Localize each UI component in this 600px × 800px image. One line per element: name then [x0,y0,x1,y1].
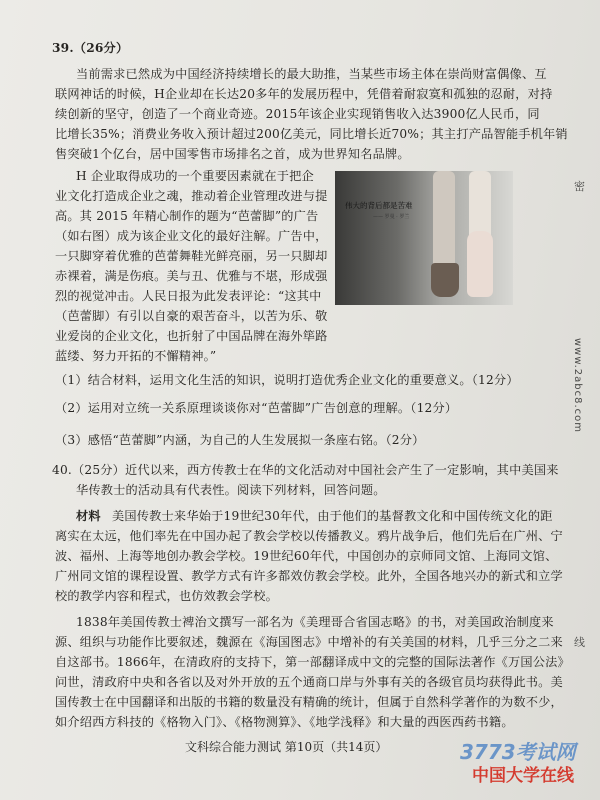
q39-header: 39.（26分） [52,41,129,55]
ballet-feet-ad-image [335,171,513,305]
q39-sub-question-1: （1）结合材料，运用文化生活的知识，说明打造优秀企业文化的重要意义。（12分） [55,373,519,387]
q40-intro-line-2: 华传教士的活动具有代表性。阅读下列材料，回答问题。 [76,483,386,497]
q39-p2-line-9: 业爱岗的企业文化，也折射了中国品牌在海外筚路 [55,329,328,343]
bare-foot-shape [433,171,455,267]
q40-m2-line-5: 国传教士在中国翻译和出版的书籍的数量没有精确的统计，但属于自然科学著作的为数不少， [55,695,563,709]
watermark-site-slogan: 中国大学在线 [472,766,574,786]
photo-caption: 伟大的背后都是苦难 [345,201,413,210]
q39-p1-line-4: 比增长35%；消费业务收入预计超过200亿美元，同比增长近70%；其主打产品智能手机年销 [55,127,568,141]
q39-p1-line-1: 当前需求已然成为中国经济持续增长的最大助推，当某些市场主体在崇尚财富偶像、互 [76,67,547,81]
binding-mark-bottom: 线 [574,636,585,649]
watermark-site-logo: 3773考试网 [460,740,576,764]
q40-m2-line-6: 如介绍西方科技的《格物入门》、《格物测算》、《地学浅释》和大量的西医西药书籍。 [55,715,514,729]
photo-caption-author: —— 罗曼 · 罗兰 [373,214,410,220]
q40-m2-line-2: 源、组织与功能作比要叙述，魏源在《海国图志》中增补的有关美国的材料，几乎三分之二来 [55,635,563,649]
q39-p2-line-4: （如右图）成为该企业文化的最好注解。广告中， [55,229,328,243]
q39-p2-line-2: 业文化打造成企业之魂，推动着企业管理改进与提 [55,189,328,203]
pointe-shoe [467,231,493,297]
binding-mark-top: 密 [574,180,585,193]
q39-p2-line-5: 一只脚穿着优雅的芭蕾舞鞋光鲜亮丽，另一只脚却 [55,249,328,263]
q39-p1-line-5: 售突破1个亿台，居中国零售市场排名之首，成为世界知名品牌。 [55,147,410,161]
q40-m2-line-3: 自这部书。1866年，在清政府的支持下，第一部翻译成中文的完整的国际法著作《万国公法》 [55,655,570,669]
q40-material-label: 材料 [76,509,101,523]
q39-p2-line-8: （芭蕾脚）有引以自豪的艰苦奋斗，以苦为乐、敬 [55,309,328,323]
q39-p2-line-10: 蓝缕、努力开拓的不懈精神。” [55,349,217,363]
q39-p2-line-1: H 企业取得成功的一个重要因素就在于把企 [76,169,314,183]
bare-foot-sole [431,263,459,297]
q39-p1-line-2: 联网神话的时候，H企业却在长达20多年的发展历程中，凭借着耐寂寞和孤独的忍耐，对持 [55,87,553,101]
q40-m1-line-5: 校的教学内容和程式，也仿效教会学校。 [55,589,278,603]
q40-m2-line-1: 1838年美国传教士裨治文撰写一部名为《美理哥合省国志略》的书，对美国政治制度来 [76,615,554,629]
q39-p1-line-3: 续创新的坚守，创造了一个商业奇迹。2015年该企业实现销售收入达3900亿人民币，同 [55,107,540,121]
q40-m1-line-1: 美国传教士来华始于19世纪30年代，由于他们的基督教文化和中国传统文化的距 [112,509,553,523]
q39-p2-line-6: 赤裸着，满是伤痕。美与丑、优雅与不堪，形成强 [55,269,328,283]
side-url-text: www.2abc8.com [572,338,583,434]
q39-p2-line-7: 烈的视觉冲击。人民日报为此发表评论：“这其中 [55,289,322,303]
page-footer: 文科综合能力测试 第10页（共14页） [185,740,388,754]
q40-m1-line-2: 离实在太远，他们率先在中国办起了教会学校以传播教义。鸦片战争后，他们先后在广州、宁 [55,529,563,543]
q39-sub-question-3: （3）感悟“芭蕾脚”内涵，为自己的人生发展拟一条座右铭。（2分） [55,433,425,447]
q40-m1-line-3: 波、福州、上海等地创办教会学校。19世纪60年代，中国创办的京师同文馆、上海同文馆、 [55,549,558,563]
q40-m1-line-4: 广州同文馆的课程设置、教学方式有许多都效仿教会学校。此外，全国各地兴办的新式和立学 [55,569,563,583]
q39-sub-question-2: （2）运用对立统一关系原理谈谈你对“芭蕾脚”广告创意的理解。（12分） [55,401,458,415]
q40-m2-line-4: 问世，清政府中央和各省以及对外开放的五个通商口岸与外事有关的各级官员均获得此书。美 [55,675,563,689]
q39-p2-line-3: 高。其 2015 年精心制作的题为“芭蕾脚”的广告 [55,209,319,223]
q40-intro-line-1: 40.（25分）近代以来，西方传教士在华的文化活动对中国社会产生了一定影响，其中美国来 [52,463,559,477]
